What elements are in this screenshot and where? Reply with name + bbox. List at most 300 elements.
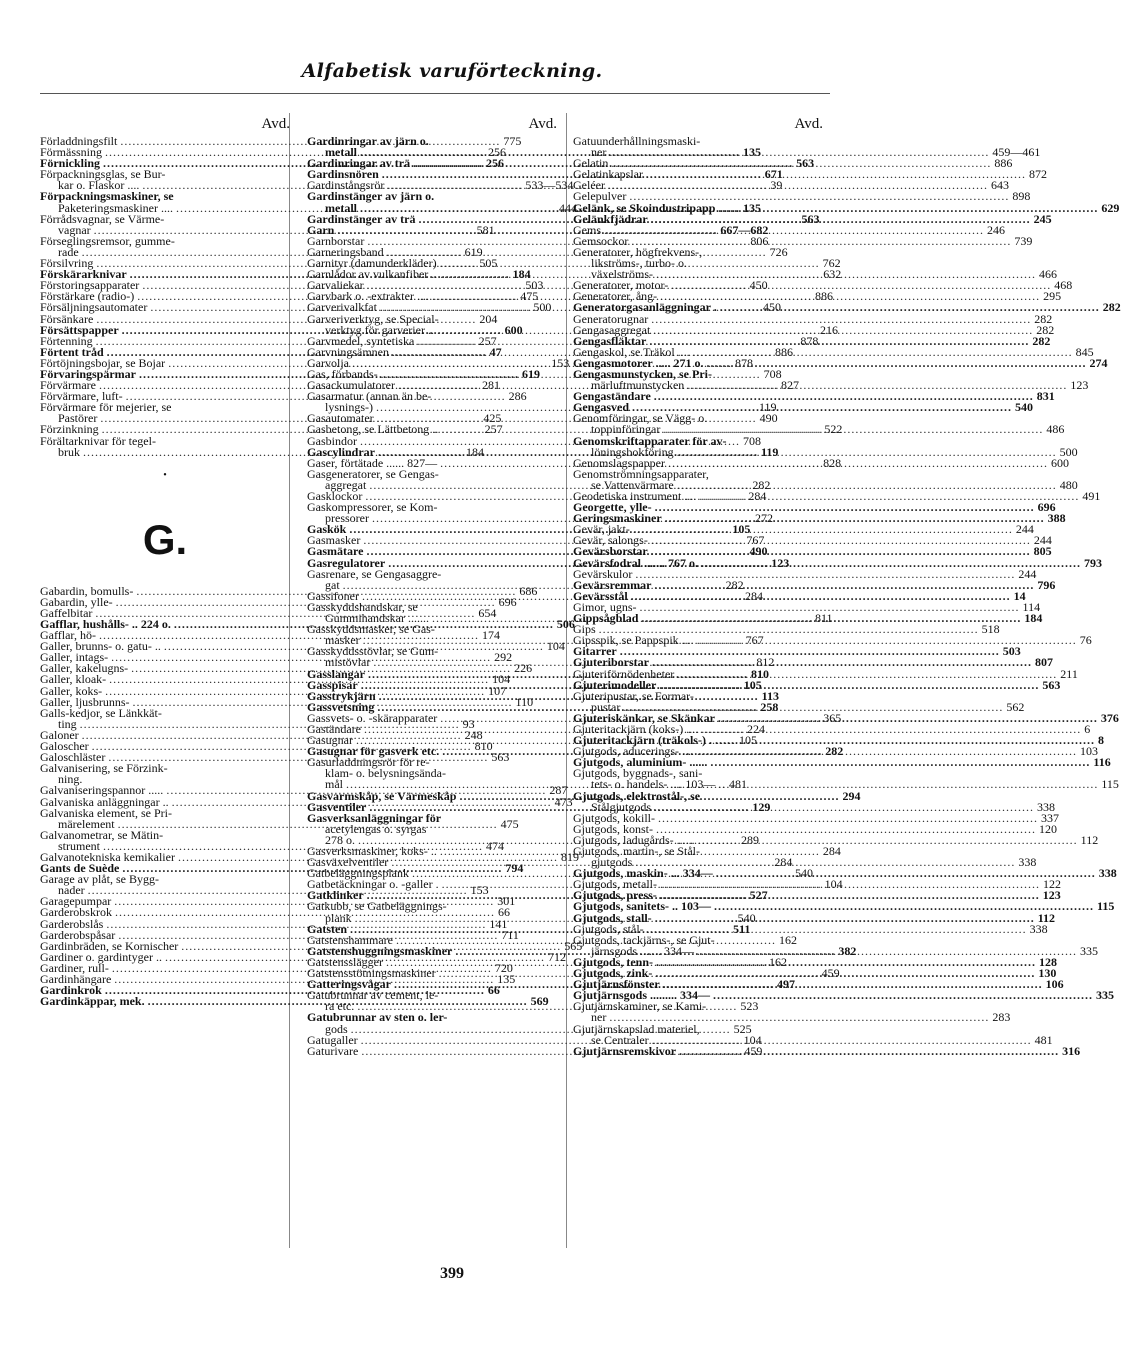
entry-section-number: 486 bbox=[1046, 422, 1065, 437]
entry-term: Generatorugnar bbox=[573, 311, 649, 326]
entry-term: 278 o. bbox=[325, 832, 355, 847]
entry-section-number: 491 bbox=[1082, 489, 1101, 503]
entry-term: Gasbetong, se Lättbetong .. bbox=[307, 422, 439, 437]
entry-section-number: 812 bbox=[756, 655, 775, 670]
entry-term: Gippsågblad bbox=[573, 611, 639, 626]
entry-section-number: 878 bbox=[734, 355, 753, 370]
entry-section-number: 39 bbox=[770, 178, 783, 193]
entry-section-number: 104 bbox=[743, 1032, 762, 1047]
entry-section-number: 120 bbox=[1039, 821, 1058, 836]
entry-term: ner bbox=[591, 145, 607, 160]
entry-section-number: 135 bbox=[743, 200, 761, 215]
entry-section-number: 793 bbox=[1084, 555, 1102, 570]
entry-section-number: 500 bbox=[533, 300, 552, 315]
entry-section-number: 600 bbox=[504, 322, 523, 337]
entry-section-number: 123 bbox=[1042, 888, 1061, 903]
entry-section-number: 272 bbox=[754, 511, 773, 526]
entry-term: Gemsockor bbox=[573, 233, 629, 248]
entry-term: nader bbox=[58, 883, 85, 898]
entry-section-number: 490 bbox=[749, 544, 768, 559]
entry-term: Galls-kedjor, se Länkkät- bbox=[40, 705, 162, 720]
entry-section-number: 831 bbox=[1036, 389, 1055, 404]
entry-term: Förvärmare bbox=[40, 378, 96, 393]
entry-term: Gevär, salongs- bbox=[573, 533, 648, 548]
entry-term: Gjutgods, konst- bbox=[573, 821, 654, 836]
entry-section-number: 135 bbox=[497, 972, 516, 986]
entry-section-number: 115 bbox=[1101, 777, 1119, 792]
entry-section-number: 184 bbox=[1024, 611, 1043, 626]
entry-term: Gjutgods, stål- bbox=[573, 921, 644, 936]
entry-term: Gjutgods, metall- bbox=[573, 877, 657, 892]
index-entry bbox=[573, 1043, 1081, 1058]
entry-term: Gjutgods, zink- bbox=[573, 966, 653, 981]
entry-term: Gatklinker bbox=[307, 888, 364, 903]
entry-section-number: 522 bbox=[824, 422, 843, 437]
entry-term: Genomskriftapparater för av- bbox=[573, 433, 727, 448]
entry-term: Gasugnar för gasverk etc. bbox=[307, 744, 440, 759]
entry-term: Gjutjärnsremskivor bbox=[573, 1043, 677, 1058]
entry-term: Galler, ljusbrunns- bbox=[40, 694, 130, 709]
entry-term: Gengasved bbox=[573, 400, 630, 415]
header-rule bbox=[40, 93, 830, 94]
entry-section-number: 726 bbox=[769, 244, 788, 259]
entry-section-number: 805 bbox=[1033, 544, 1052, 559]
entry-section-number: 114 bbox=[1022, 599, 1041, 614]
entry-term: Garneringsband bbox=[307, 244, 384, 259]
entry-term: Garvningsämnen bbox=[307, 344, 389, 359]
entry-term: Gasarmatur (annan än be- bbox=[307, 389, 432, 404]
entry-section-number: 654 bbox=[478, 605, 497, 620]
entry-term: Gardinbräden, se Kornischer bbox=[40, 938, 179, 953]
entry-section-number: 671 bbox=[764, 167, 783, 182]
entry-term: Gjuterimodeller bbox=[573, 677, 657, 692]
entry-term: Gatuunderhållningsmaski- bbox=[573, 134, 701, 148]
entry-term: Galvanometrar, se Mätin- bbox=[40, 827, 164, 842]
entry-section-number: 898 bbox=[1012, 189, 1031, 204]
entry-section-number: 563 bbox=[796, 156, 815, 171]
entry-section-number: 481 bbox=[1034, 1032, 1053, 1047]
entry-term: Garveriverktyg, se Special- bbox=[307, 311, 439, 326]
entry-section-number: 112 bbox=[1037, 910, 1056, 925]
entry-term: Gasspisar bbox=[307, 677, 358, 692]
entry-section-number: 775 bbox=[503, 134, 522, 148]
entry-term: Gardinstänger av järn o. bbox=[307, 189, 435, 204]
entry-term: Gassvetsning bbox=[307, 699, 375, 714]
entry-term: Gardinsnören bbox=[307, 167, 379, 182]
entry-section-number: 174 bbox=[481, 628, 500, 643]
entry-term: Garvbark o. -extrakter .... bbox=[307, 289, 429, 304]
entry-section-number: 480 bbox=[1059, 477, 1078, 492]
entry-term: Gjuteritackjärn (koks-) .... bbox=[573, 721, 699, 736]
entry-term: Gevärsborstar bbox=[573, 544, 648, 559]
entry-section-number: 204 bbox=[479, 311, 498, 326]
entry-section-number: 686 bbox=[519, 583, 538, 598]
entry-section-number: 66 bbox=[497, 905, 510, 920]
entry-term: Gelepulver bbox=[573, 189, 627, 204]
entry-section-number: 629 bbox=[1101, 200, 1120, 215]
entry-term: Geléer bbox=[573, 178, 605, 193]
entry-term: Galvanotekniska kemikalier bbox=[40, 849, 175, 864]
entry-term: metall bbox=[325, 200, 357, 215]
entry-section-number: 807 bbox=[1034, 655, 1053, 670]
entry-term: vagnar bbox=[58, 222, 91, 237]
entry-term: Gaffelbitar bbox=[40, 605, 93, 620]
entry-term: Gjutgods, aluminium- ...... bbox=[573, 755, 708, 770]
entry-term: Gengasfläktar bbox=[573, 333, 647, 348]
entry-section-number: 104 bbox=[824, 877, 843, 892]
entry-section-number: 284 bbox=[748, 489, 767, 503]
entry-term: Gelänkfjädrar bbox=[573, 211, 648, 226]
entry-section-number: 286 bbox=[508, 389, 527, 404]
entry-term: Gafflar, hushålls- .. 224 o. bbox=[40, 617, 171, 631]
entry-section-number: 301 bbox=[497, 894, 516, 909]
entry-section-number: 113 bbox=[761, 688, 780, 703]
entry-term: Gasskyddshandskar, se bbox=[307, 599, 418, 614]
entry-section-number: 540 bbox=[1015, 400, 1034, 415]
entry-section-number: 47 bbox=[489, 344, 502, 359]
entry-term: aggregat bbox=[325, 477, 367, 492]
leader-dots bbox=[659, 677, 1039, 692]
entry-section-number: 767 bbox=[745, 633, 764, 648]
entry-section-number: 153 bbox=[551, 355, 570, 370]
entry-section-number: 338 bbox=[1098, 866, 1117, 881]
entry-term: märluftmunstycken bbox=[591, 378, 685, 393]
entry-term: Gjuteripustar, se Formar- bbox=[573, 688, 694, 703]
entry-section-number: 562 bbox=[1006, 699, 1025, 714]
entry-term: likströms-, turbo- o. bbox=[591, 256, 687, 271]
entry-term: Gasbindor bbox=[307, 433, 357, 448]
entry-term: Gasskyddsstövlar, se Gum- bbox=[307, 644, 439, 659]
entry-section-number: 282 bbox=[1036, 322, 1055, 337]
entry-section-number: 810 bbox=[474, 739, 493, 754]
entry-section-number: 468 bbox=[1054, 278, 1073, 293]
entry-section-number: 256 bbox=[486, 156, 505, 171]
entry-term: Generatorgasanläggningar . bbox=[573, 300, 717, 315]
leader-dots bbox=[668, 455, 1048, 470]
entry-section-number: 128 bbox=[1039, 954, 1058, 969]
page-title: Alfabetisk varuförteckning. bbox=[301, 60, 603, 82]
entry-term: Gitarrer bbox=[573, 644, 617, 659]
entry-section-number: 282 bbox=[825, 744, 844, 759]
entry-term: rade bbox=[58, 244, 79, 259]
entry-section-number: 112 bbox=[1080, 832, 1099, 847]
entry-term: Garnborstar bbox=[307, 233, 365, 248]
entry-section-number: 294 bbox=[842, 788, 861, 803]
entry-term: Gasventiler bbox=[307, 799, 367, 814]
avd-header: Avd. bbox=[528, 116, 557, 132]
entry-term: Försilvring bbox=[40, 256, 94, 271]
entry-term: Förladdningsfilt bbox=[40, 134, 118, 148]
entry-section-number: 720 bbox=[494, 960, 513, 975]
entry-section-number: 295 bbox=[1043, 289, 1062, 304]
entry-section-number: 93 bbox=[462, 716, 475, 731]
entry-term: Gascylindrar bbox=[307, 444, 375, 459]
entry-term: Generatorer, högfrekvens-, bbox=[573, 244, 703, 259]
entry-section-number: 388 bbox=[1047, 511, 1066, 526]
entry-term: Förzinkning bbox=[40, 422, 99, 437]
entry-section-number: 425 bbox=[483, 411, 502, 426]
entry-section-number: 257 bbox=[478, 333, 497, 348]
leader-dots bbox=[707, 355, 1087, 370]
entry-term: Gardiner o. gardintyger .. bbox=[40, 949, 162, 964]
entry-section-number: 110 bbox=[515, 694, 534, 709]
entry-term: Gjutgods, byggnads-, sani- bbox=[573, 766, 703, 781]
entry-term: Gipsspik, se Pappspik .... bbox=[573, 633, 694, 648]
entry-term: Gelatin bbox=[573, 156, 609, 171]
entry-section-number: 450 bbox=[762, 300, 781, 315]
entry-term: klam- o. belysningsända- bbox=[325, 766, 446, 781]
leader-dots bbox=[679, 1043, 1059, 1058]
entry-term: Gengasaggregat bbox=[573, 322, 651, 337]
entry-term: Garverivalkfat bbox=[307, 300, 377, 315]
entry-section-number: 282 bbox=[1032, 333, 1051, 348]
entry-section-number: 600 bbox=[1050, 455, 1069, 470]
entry-term: Gelatinkapslar bbox=[573, 167, 643, 182]
entry-section-number: 274 bbox=[1089, 355, 1108, 370]
entry-section-number: 292 bbox=[494, 650, 513, 665]
entry-section-number: 886 bbox=[814, 289, 833, 304]
entry-term: Galler, intags- bbox=[40, 650, 109, 665]
entry-section-number: 811 bbox=[815, 611, 833, 626]
entry-term: Gjutgods, aducerings- .... bbox=[573, 744, 694, 759]
entry-term: Gips bbox=[573, 622, 596, 637]
entry-term: Gjutgods, stall- bbox=[573, 910, 652, 925]
entry-section-number: 105 bbox=[738, 733, 757, 748]
entry-section-number: 667—682 bbox=[720, 222, 769, 237]
entry-section-number: 827 bbox=[780, 378, 799, 393]
entry-term: Gjutjärnsgods ......... 334— bbox=[573, 988, 711, 1003]
entry-term: metall bbox=[325, 145, 357, 160]
entry-term: Gasskyddsmasker, se Gas- bbox=[307, 622, 435, 637]
entry-section-number: 248 bbox=[464, 727, 483, 742]
entry-term: Gengaskol, se Träkol .... bbox=[573, 344, 690, 359]
entry-section-number: 162 bbox=[768, 954, 787, 969]
entry-section-number: 563 bbox=[1042, 677, 1061, 692]
entry-term: pressorer bbox=[325, 511, 369, 526]
entry-section-number: 503 bbox=[1002, 644, 1021, 659]
entry-term: verktyg för garverier .. bbox=[325, 322, 434, 337]
entry-term: Gjuteriborstar bbox=[573, 655, 649, 670]
entry-term: Geringsmaskiner bbox=[573, 511, 662, 526]
entry-section-number: 66 bbox=[487, 983, 500, 998]
entry-term: gat bbox=[325, 577, 340, 592]
entry-term: Gaturivare bbox=[307, 1043, 359, 1058]
entry-term: Gassvets- o. -skärapparater bbox=[307, 710, 438, 725]
page-number: 399 bbox=[440, 1265, 464, 1282]
entry-term: Genomföringar, se Vägg- o. bbox=[573, 411, 708, 426]
entry-term: Förtent tråd bbox=[40, 344, 104, 359]
entry-term: Gummihandskar ....... bbox=[325, 611, 429, 626]
entry-term: Garderobspåsar bbox=[40, 927, 116, 942]
entry-term: Gelänk, se Skoindustripapp bbox=[573, 200, 716, 215]
entry-term: Galler, brunns- o. gatu- .. bbox=[40, 639, 161, 654]
entry-term: ra etc. bbox=[325, 999, 355, 1014]
entry-term: Gevärsstål bbox=[573, 588, 628, 603]
entry-term: Gevärskulor bbox=[573, 566, 633, 581]
entry-term: Galoner bbox=[40, 727, 79, 742]
entry-section-number: 130 bbox=[1038, 966, 1057, 981]
entry-section-number: 338 bbox=[1018, 855, 1037, 870]
entry-section-number: 226 bbox=[514, 661, 533, 676]
entry-term: Gasverksanläggningar för bbox=[307, 810, 442, 825]
entry-section-number: 141 bbox=[489, 916, 508, 931]
entry-term: tets- o. handels- .... 103— bbox=[591, 777, 716, 792]
entry-term: Pastörer bbox=[58, 411, 98, 426]
entry-term: Gjutgods, martin-, se Stål- bbox=[573, 844, 700, 858]
entry-section-number: 475 bbox=[500, 816, 519, 831]
entry-term: Gasväxelventiler bbox=[307, 855, 389, 870]
entry-term: Gasmasker bbox=[307, 533, 361, 548]
entry-section-number: 76 bbox=[1079, 633, 1092, 648]
entry-section-number: 14 bbox=[1013, 588, 1026, 603]
entry-term: Garn bbox=[307, 222, 335, 237]
entry-section-number: 335 bbox=[1096, 988, 1115, 1003]
avd-header: Avd. bbox=[794, 116, 823, 132]
entry-section-number: 257 bbox=[484, 422, 503, 437]
leader-dots bbox=[718, 779, 1098, 790]
entry-section-number: 473 bbox=[554, 794, 573, 809]
entry-section-number: 878 bbox=[800, 333, 819, 348]
entry-term: Galvanisering, se Förzink- bbox=[40, 761, 168, 776]
entry-section-number: 282 bbox=[752, 477, 771, 492]
entry-term: Galler, kakelugns- bbox=[40, 661, 129, 676]
entry-term: Genomströmningsapparater, bbox=[573, 466, 709, 481]
entry-section-number: 762 bbox=[822, 256, 841, 271]
entry-section-number: 565 bbox=[564, 938, 583, 953]
entry-term: Förvärmare för mejerier, se bbox=[40, 400, 172, 415]
entry-section-number: 119 bbox=[761, 444, 779, 459]
entry-section-number: 246 bbox=[987, 222, 1005, 237]
entry-section-number: 474 bbox=[486, 838, 504, 853]
entry-term: Gabardin, bomulls- bbox=[40, 583, 134, 598]
entry-term: växelströms- bbox=[591, 267, 653, 282]
entry-section-number: 632 bbox=[823, 267, 842, 282]
entry-section-number: 376 bbox=[1100, 710, 1119, 725]
entry-section-number: 162 bbox=[778, 932, 797, 947]
entry-term: Gatsten bbox=[307, 921, 347, 936]
entry-term: Förrådsvagnar, se Värme- bbox=[40, 211, 165, 226]
entry-section-number: 135 bbox=[743, 145, 761, 160]
entry-section-number: 500 bbox=[1059, 444, 1078, 459]
entry-term: Paketeringsmaskiner .... bbox=[58, 200, 173, 215]
entry-section-number: 794 bbox=[505, 861, 524, 876]
entry-term: Förmässning bbox=[40, 145, 103, 160]
entry-term: Gjutgods, sanitets- .. 103— bbox=[573, 899, 712, 914]
entry-term: järnsgods ....... 334— bbox=[591, 943, 694, 958]
entry-term: Gjutjärnskapslad materiel, bbox=[573, 1021, 700, 1036]
entry-section-number: 123 bbox=[771, 555, 790, 570]
entry-term: pustar bbox=[591, 699, 621, 714]
entry-term: gods bbox=[325, 1021, 348, 1036]
entry-section-number: 490 bbox=[759, 411, 778, 426]
entry-section-number: 563 bbox=[801, 211, 820, 226]
entry-term: Förseglingsremsor, gumme- bbox=[40, 233, 175, 248]
entry-section-number: 211 bbox=[1060, 666, 1078, 681]
entry-section-number: 581 bbox=[476, 222, 495, 237]
entry-term: bruk bbox=[58, 444, 80, 459]
entry-term: Garnityr (damunderkläder) bbox=[307, 256, 437, 271]
entry-term: Genomslagspapper bbox=[573, 455, 665, 470]
entry-section-number: 115 bbox=[1097, 899, 1115, 914]
entry-section-number: 119 bbox=[759, 400, 777, 415]
entry-section-number: 338 bbox=[1037, 799, 1056, 814]
entry-section-number: 533—534 bbox=[525, 178, 574, 193]
entry-term: Gems bbox=[573, 222, 601, 237]
entry-term: Förstoringsapparater bbox=[40, 278, 140, 293]
entry-term: Gatkubb, se Gatbeläggnings- bbox=[307, 899, 447, 914]
entry-term: Generatorer, motor- bbox=[573, 278, 669, 293]
entry-term: Gafflar, hö- bbox=[40, 628, 96, 643]
leader-dots bbox=[710, 757, 1090, 768]
entry-section-number: 475 bbox=[520, 289, 539, 304]
entry-term: Gatstenshammare bbox=[307, 932, 393, 947]
entry-section-number: 116 bbox=[1093, 755, 1111, 770]
entry-term: Gardinstångsrör bbox=[307, 178, 385, 193]
entry-term: Gasautomater bbox=[307, 411, 374, 426]
entry-term: Gaskompressorer, se Kom- bbox=[307, 500, 438, 515]
entry-section-number: 282 bbox=[725, 577, 744, 592]
entry-term: Gardinringar av järn o. bbox=[307, 134, 429, 148]
entry-term: Galvaniska anläggningar .. bbox=[40, 794, 169, 809]
entry-term: Gjutjärnskaminer, se Kami- bbox=[573, 999, 707, 1014]
entry-term: Galoscher bbox=[40, 739, 89, 754]
entry-term: Geodetiska instrument .... bbox=[573, 489, 697, 503]
entry-term: Gaser, förtätade ...... 827— bbox=[307, 455, 438, 470]
entry-section-number: 224 bbox=[746, 721, 765, 736]
entry-section-number: 525 bbox=[733, 1021, 752, 1036]
entry-section-number: 287 bbox=[549, 783, 568, 798]
entry-term: Förstärkare (radio-) bbox=[40, 289, 135, 304]
entry-term: Förnickling bbox=[40, 156, 101, 171]
entry-section-number: 739 bbox=[1014, 233, 1033, 248]
entry-term: Gjutgods, kokill- bbox=[573, 810, 656, 825]
entry-term: Garvmedel, syntetiska bbox=[307, 333, 415, 348]
entry-section-number: 505 bbox=[479, 256, 498, 271]
entry-term: Gardinstänger av trä bbox=[307, 211, 416, 226]
entry-section-number: 806 bbox=[750, 233, 769, 248]
avd-header: Avd. bbox=[261, 116, 290, 132]
entry-term: Gasmätare bbox=[307, 544, 364, 559]
entry-term: Gatstensstötningsmaskiner bbox=[307, 966, 436, 981]
entry-section-number: 335 bbox=[1080, 943, 1098, 958]
entry-term: Försäljningsautomater bbox=[40, 300, 148, 315]
entry-section-number: 337 bbox=[1041, 810, 1060, 825]
entry-term: Galvaniseringspannor ..... bbox=[40, 783, 164, 798]
entry-term: Galvaniska element, se Pri- bbox=[40, 805, 172, 820]
entry-term: Gasackumulatorer bbox=[307, 378, 395, 393]
entry-section-number: 282 bbox=[1034, 311, 1053, 326]
entry-section-number: 8 bbox=[1097, 733, 1104, 748]
entry-section-number: 619 bbox=[521, 366, 540, 381]
entry-term: Gatbeläggningsplank bbox=[307, 866, 409, 881]
entry-section-number: 696 bbox=[498, 594, 517, 609]
entry-term: Galoschläster bbox=[40, 750, 106, 765]
entry-term: plank bbox=[325, 910, 352, 925]
entry-term: Garnlådor av vulkanfiber .. bbox=[307, 267, 438, 282]
entry-section-number: 284 bbox=[744, 588, 763, 603]
entry-term: märelement bbox=[58, 816, 115, 831]
entry-term: Gevär, jakt- bbox=[573, 522, 630, 537]
entry-term: Gants de Suède bbox=[40, 861, 120, 876]
entry-term: Gatteringsvågar bbox=[307, 977, 391, 992]
entry-section-number: 338 bbox=[1029, 921, 1048, 936]
entry-term: gjutgods bbox=[591, 855, 633, 870]
entry-term: Gatubrunnar av cement, le- bbox=[307, 988, 439, 1003]
entry-term: ning. bbox=[58, 772, 83, 787]
entry-term: strument bbox=[58, 838, 100, 853]
entry-term: Generatorer, ång- bbox=[573, 289, 658, 304]
entry-term: Gasurladdningsrör för re- bbox=[307, 755, 430, 770]
